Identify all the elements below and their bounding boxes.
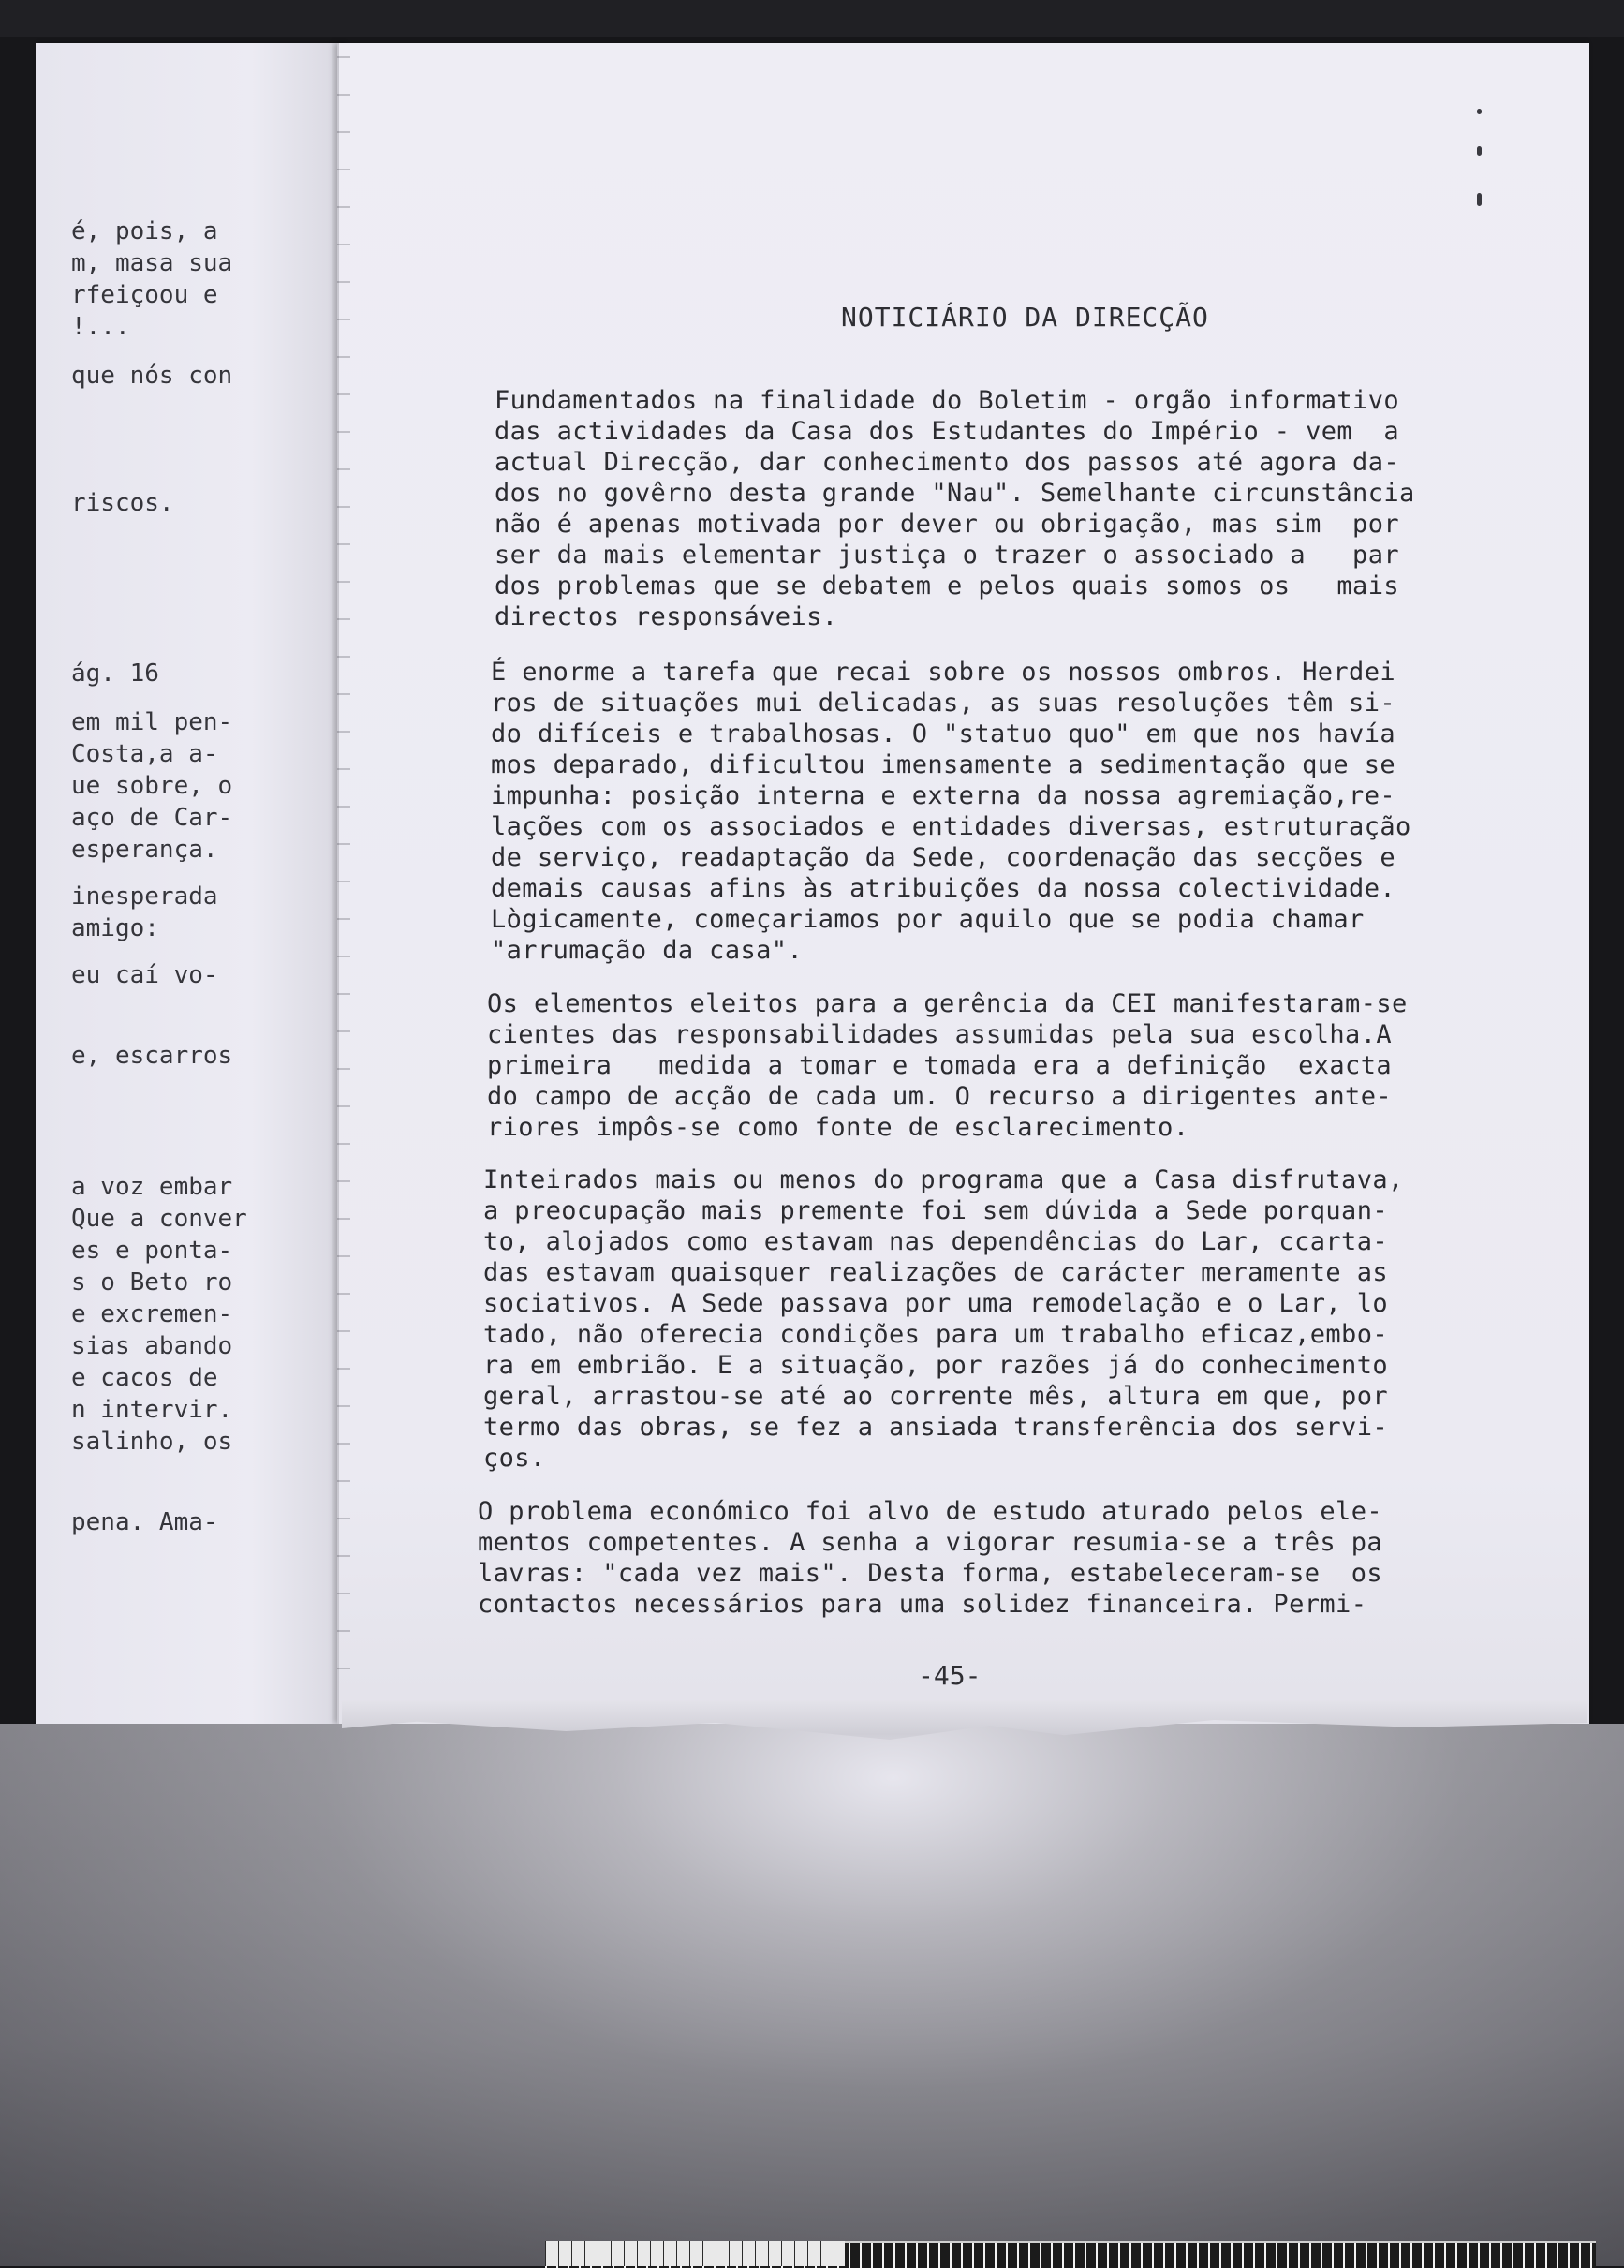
left-line: a voz embar [71, 1173, 233, 1201]
body-line: Os elementos eleitos para a gerência da CEI manifestaram-se [487, 989, 1408, 1018]
body-line: demais causas afins às atribuições da nossa colectividade. [491, 874, 1396, 903]
page-spine [337, 56, 350, 1696]
left-line: amigo: [71, 914, 159, 942]
body-line: lações com os associados e entidades diversas, estruturação [491, 812, 1411, 841]
body-line: É enorme a tarefa que recai sobre os nossos ombros. Herdei [491, 658, 1396, 687]
scanner-frame [0, 0, 1624, 37]
left-line: riscos. [71, 489, 174, 517]
body-line: dos no govêrno desta grande "Nau". Semelhante circunstância [495, 479, 1415, 508]
ink-speck [1477, 109, 1482, 114]
body-line: a preocupação mais premente foi sem dúvida a Sede porquan- [483, 1196, 1389, 1225]
body-line: do difíceis e trabalhosas. O "statuo quo" em que nos havía [491, 719, 1396, 749]
left-line: !... [71, 313, 130, 341]
body-line: lavras: "cada vez mais". Desta forma, estabeleceram-se os [478, 1559, 1383, 1588]
body-line: cientes das responsabilidades assumidas pela sua escolha.A [487, 1020, 1393, 1049]
left-line: é, pois, a [71, 217, 218, 245]
left-line: e cacos de [71, 1364, 218, 1392]
left-line: salinho, os [71, 1428, 233, 1456]
body-line: primeira medida a tomar e tomada era a definição exacta [487, 1051, 1393, 1080]
body-line: O problema económico foi alvo de estudo aturado pelos ele- [478, 1497, 1383, 1526]
left-line: que nós con [71, 362, 233, 390]
left-line: pena. Ama- [71, 1508, 218, 1536]
left-line: sias abando [71, 1332, 233, 1360]
left-line: Costa,a a- [71, 740, 218, 768]
body-line: mentos competentes. A senha a vigorar resumia-se a três pa [478, 1528, 1383, 1557]
left-line: em mil pen- [71, 708, 233, 736]
left-line: m, masa sua [71, 249, 233, 277]
left-page-fragment [36, 43, 345, 1741]
body-line: dos problemas que se debatem e pelos quais somos os mais [495, 571, 1400, 600]
left-line: eu caí vo- [71, 961, 218, 989]
page-number: -45- [918, 1660, 982, 1691]
left-line: ue sobre, o [71, 772, 233, 800]
page-title: NOTICIÁRIO DA DIRECÇÃO [841, 302, 1209, 333]
body-line: das actividades da Casa dos Estudantes do Império - vem a [495, 417, 1400, 446]
left-line: s o Beto ro [71, 1268, 233, 1297]
left-line: e excremen- [71, 1300, 233, 1328]
body-line: mos deparado, dificultou imensamente a sedimentação que se [491, 750, 1396, 779]
body-line: ços. [483, 1444, 546, 1473]
corner-marks [1475, 109, 1484, 212]
body-line: geral, arrastou-se até ao corrente mês, altura em que, por [483, 1382, 1389, 1411]
body-line: ser da mais elementar justiça o trazer o associado a par [495, 541, 1400, 570]
left-line: ág. 16 [71, 660, 159, 688]
ink-speck [1477, 146, 1482, 156]
body-line: Inteirados mais ou menos do programa que a Casa disfrutava, [483, 1165, 1404, 1194]
left-line: n intervir. [71, 1396, 233, 1424]
body-line: contactos necessários para uma solidez financeira. Permi- [478, 1590, 1367, 1619]
left-line: es e ponta- [71, 1237, 233, 1265]
left-line: e, escarros [71, 1042, 233, 1070]
left-line: Que a conver [71, 1205, 247, 1233]
body-line: actual Direcção, dar conhecimento dos passos até agora da- [495, 448, 1400, 477]
body-line: to, alojados como estavam nas dependências do Lar, ccarta- [483, 1227, 1389, 1256]
body-line: directos responsáveis. [495, 602, 838, 631]
body-line: ra em embrião. E a situação, por razões já do conhecimento [483, 1351, 1389, 1380]
body-line: não é apenas motivada por dever ou obrigação, mas sim por [495, 510, 1400, 539]
left-line: rfeiçoou e [71, 281, 218, 309]
body-line: Fundamentados na finalidade do Boletim - orgão informativo [495, 386, 1400, 415]
left-line: aço de Car- [71, 804, 233, 832]
body-line: riores impôs-se como fonte de esclarecimento. [487, 1113, 1189, 1142]
body-line: termo das obras, se fez a ansiada transferência dos servi- [483, 1413, 1389, 1442]
ink-speck [1477, 193, 1482, 206]
body-line: ros de situações mui delicadas, as suas resoluções têm si- [491, 689, 1396, 718]
body-line: das estavam quaisquer realizações de carácter meramente as [483, 1258, 1389, 1287]
binder-background [0, 1724, 1624, 2266]
left-line: inesperada [71, 882, 218, 911]
scale-bar-segment [545, 2241, 845, 2266]
body-line: de serviço, readaptação da Sede, coordenação das secções e [491, 843, 1396, 872]
body-line: do campo de acção de cada um. O recurso a dirigentes ante- [487, 1082, 1393, 1111]
body-line: tado, não oferecia condições para um trabalho eficaz,embo- [483, 1320, 1389, 1349]
body-line: impunha: posição interna e externa da nossa agremiação,re- [491, 781, 1396, 810]
left-line: esperança. [71, 836, 218, 864]
body-line: "arrumação da casa". [491, 936, 804, 965]
body-line: Lògicamente, começariamos por aquilo que se podia chamar [491, 905, 1365, 934]
body-line: sociativos. A Sede passava por uma remodelação e o Lar, lo [483, 1289, 1389, 1318]
